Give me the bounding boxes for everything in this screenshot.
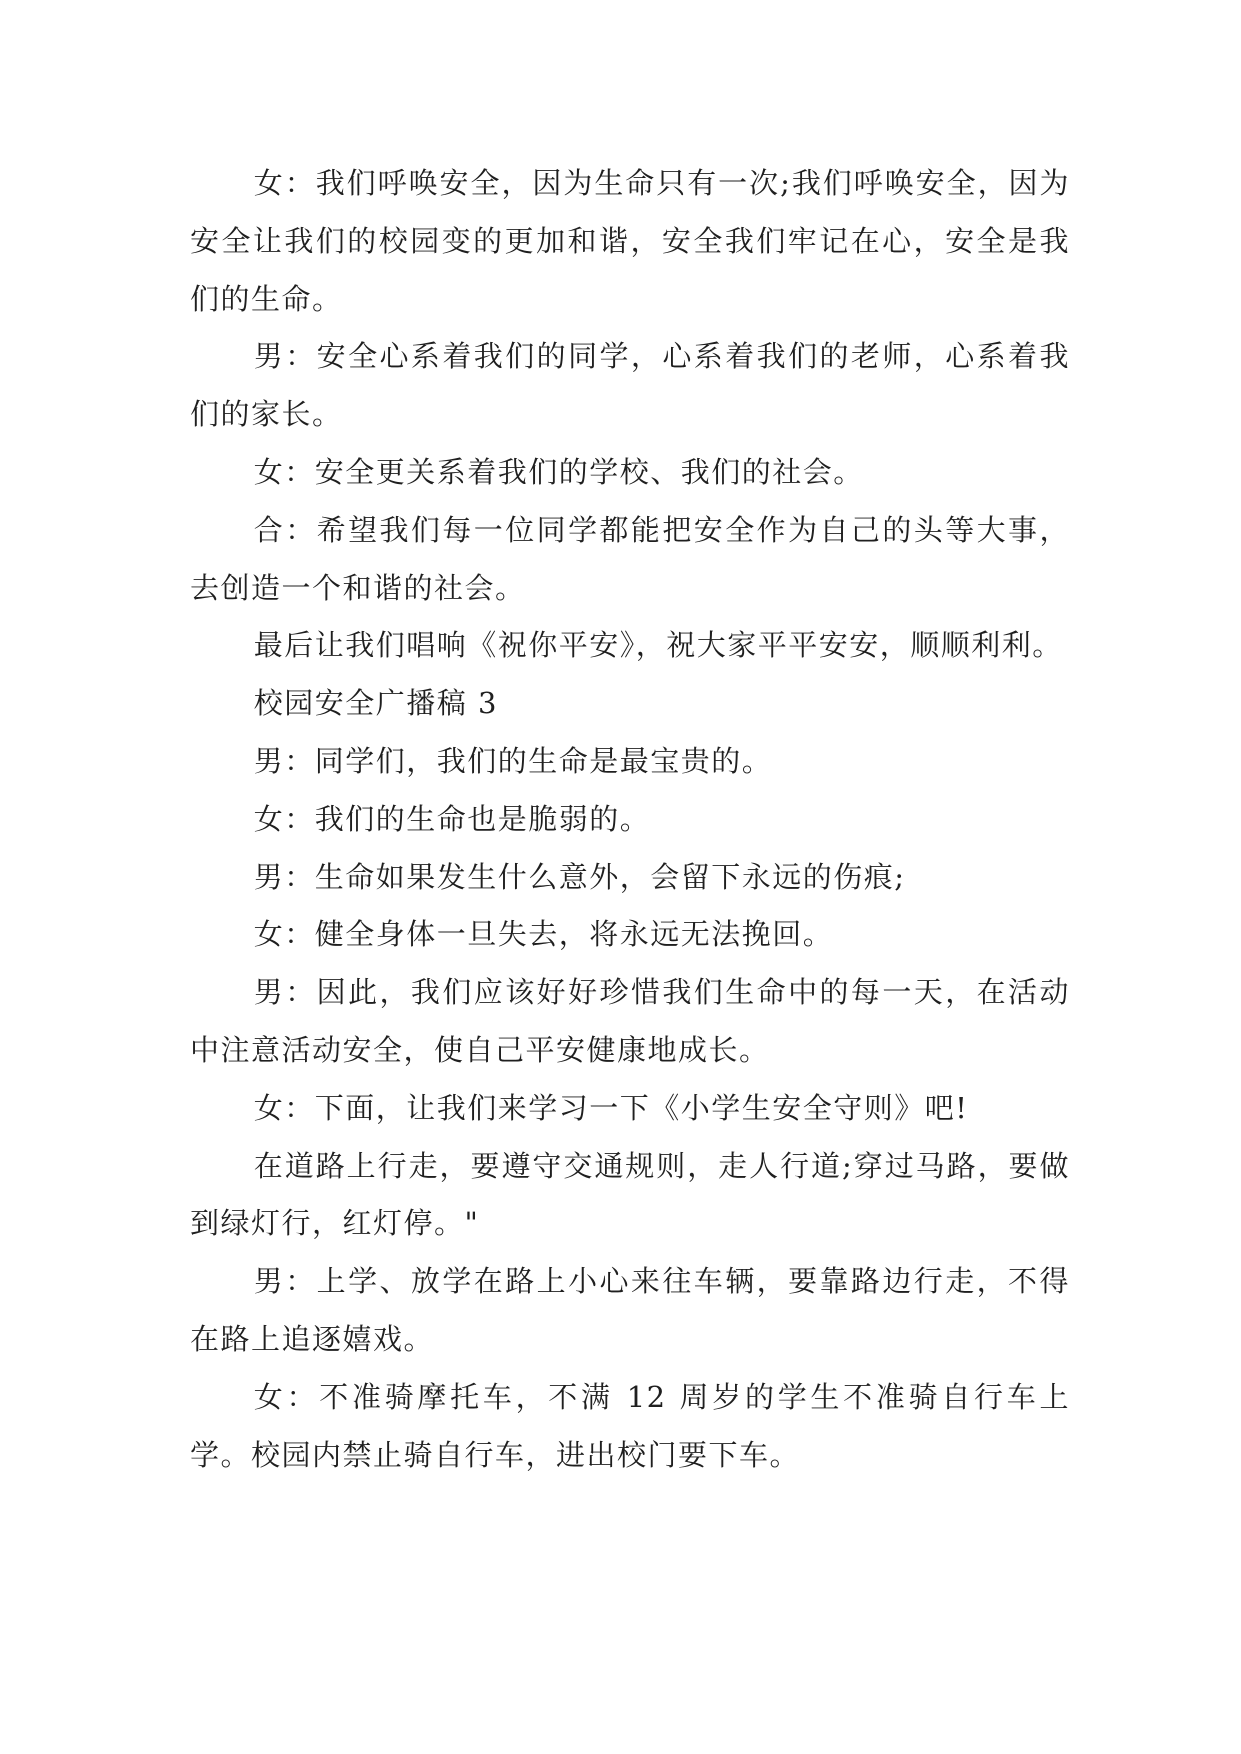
paragraph-13: 在道路上行走，要遵守交通规则，走人行道;穿过马路，要做到绿灯行，红灯停。": [190, 1148, 1070, 1241]
document-page: [190, 155, 1070, 1484]
paragraph-11: 男：因此，我们应该好好珍惜我们生命中的每一天，在活动中注意活动安全，使自己平安健康地成长。: [190, 975, 1070, 1067]
paragraph-14: 男：上学、放学在路上小心来往车辆，要靠路边行走，不得在路上追逐嬉戏。: [190, 1264, 1070, 1356]
paragraph-12: 女：下面，让我们来学习一下《小学生安全守则》吧!: [253, 1090, 969, 1125]
paragraph-9: 男：生命如果发生什么意外，会留下永远的伤痕;: [253, 859, 906, 894]
paragraph-15: 女：不准骑摩托车，不满 12 周岁的学生不准骑自行车上学。校园内禁止骑自行车，进出校门要下车。: [190, 1379, 1070, 1472]
paragraph-3: 女：安全更关系着我们的学校、我们的社会。: [253, 454, 864, 489]
section-heading: 校园安全广播稿 3: [253, 686, 498, 721]
paragraph-1: 女：我们呼唤安全，因为生命只有一次;我们呼唤安全，因为安全让我们的校园变的更加和谐，安全我们牢记在心，安全是我们的生命。: [190, 166, 1070, 316]
paragraph-8: 女：我们的生命也是脆弱的。: [253, 801, 651, 836]
paragraph-7: 男：同学们，我们的生命是最宝贵的。: [253, 743, 773, 778]
paragraph-2: 男：安全心系着我们的同学，心系着我们的老师，心系着我们的家长。: [190, 339, 1070, 432]
paragraph-10: 女：健全身体一旦失去，将永远无法挽回。: [253, 917, 834, 952]
paragraph-5: 最后让我们唱响《祝你平安》，祝大家平平安安，顺顺利利。: [253, 628, 1063, 663]
paragraph-4: 合：希望我们每一位同学都能把安全作为自己的头等大事，去创造一个和谐的社会。: [190, 512, 1070, 605]
